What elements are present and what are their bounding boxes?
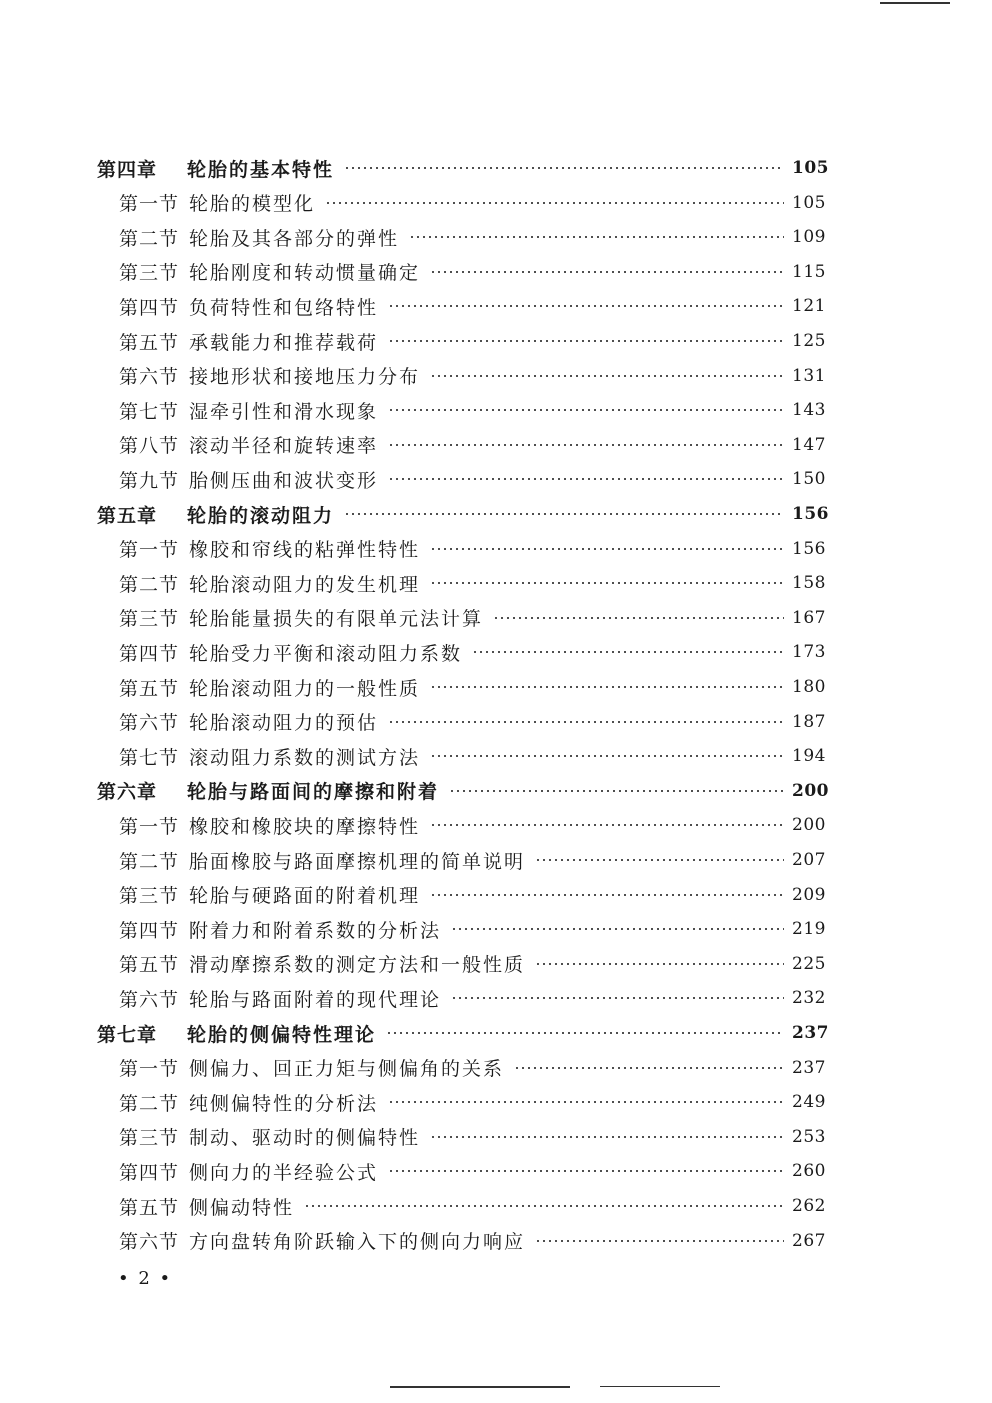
toc-title: 轮胎及其各部分的弹性 [189, 227, 400, 250]
toc-page-number: 209 [792, 884, 826, 905]
toc-number: 第四章 [97, 158, 158, 181]
toc-section-row [97, 950, 832, 978]
toc-section-row [97, 638, 832, 666]
toc-dot-leader [388, 1170, 784, 1172]
toc-section-row [97, 984, 832, 1012]
toc-page-number: 173 [792, 642, 826, 663]
toc-title: 胎面橡胶与路面摩擦机理的简单说明 [189, 850, 526, 873]
toc-number: 第五节 [119, 954, 180, 977]
toc-title: 轮胎与路面间的摩擦和附着 [187, 781, 440, 804]
toc-page-number: 143 [792, 400, 826, 421]
toc-title: 轮胎的基本特性 [187, 158, 335, 181]
toc-page-number: 237 [792, 1023, 829, 1043]
toc-number: 第三节 [119, 608, 180, 631]
toc-number: 第四节 [119, 296, 180, 319]
toc-number: 第一节 [119, 539, 180, 562]
toc-page-number: 180 [792, 677, 826, 697]
toc-title: 承载能力和推荐载荷 [189, 331, 379, 354]
toc-number: 第六节 [119, 1231, 180, 1254]
toc-title: 负荷特性和包络特性 [189, 296, 379, 319]
toc-number: 第六节 [119, 712, 180, 735]
toc-title: 轮胎的侧偏特性理论 [187, 1023, 377, 1046]
toc-section-row [97, 223, 832, 251]
toc-page-number: 156 [792, 504, 829, 524]
toc-section-row [97, 465, 832, 493]
toc-number: 第二节 [119, 227, 180, 250]
toc-page-number: 267 [792, 1230, 826, 1251]
toc-number: 第一节 [119, 1058, 180, 1081]
toc-section-row [97, 604, 832, 632]
toc-dot-leader [430, 894, 784, 896]
toc-title: 侧偏动特性 [189, 1196, 295, 1219]
toc-title: 橡胶和帘线的粘弹性特性 [189, 539, 421, 562]
toc-number: 第九节 [119, 469, 180, 492]
toc-section-row [97, 915, 832, 943]
toc-page-number: 115 [792, 261, 826, 282]
toc-dot-leader [535, 859, 784, 861]
toc-dot-leader [388, 478, 784, 480]
toc-page-number: 232 [792, 988, 826, 1009]
toc-title: 橡胶和橡胶块的摩擦特性 [189, 815, 421, 838]
toc-number: 第三节 [119, 885, 180, 908]
toc-dot-leader [451, 997, 784, 999]
toc-title: 胎侧压曲和波状变形 [189, 469, 379, 492]
toc-page-number: 121 [792, 296, 826, 317]
toc-title: 湿牵引性和滑水现象 [189, 400, 379, 423]
toc-title: 轮胎滚动阻力的预估 [189, 712, 379, 735]
toc-dot-leader [386, 1032, 784, 1034]
toc-title: 轮胎与路面附着的现代理论 [189, 988, 442, 1011]
toc-title: 滚动阻力系数的测试方法 [189, 746, 421, 769]
toc-dot-leader [409, 236, 784, 238]
toc-dot-leader [430, 375, 784, 377]
toc-dot-leader [304, 1205, 784, 1207]
toc-title: 接地形状和接地压力分布 [189, 366, 421, 389]
toc-page-number: 262 [792, 1196, 826, 1216]
toc-number: 第八节 [119, 435, 180, 458]
toc-title: 侧向力的半经验公式 [189, 1161, 379, 1184]
toc-number: 第二节 [119, 850, 180, 873]
toc-page-number: 200 [792, 815, 826, 836]
toc-title: 轮胎滚动阻力的发生机理 [189, 573, 421, 596]
toc-title: 轮胎与硬路面的附着机理 [189, 885, 421, 908]
toc-title: 制动、驱动时的侧偏特性 [189, 1127, 421, 1150]
toc-page-number: 200 [792, 780, 829, 801]
toc-page-number: 150 [792, 469, 826, 490]
toc-number: 第七章 [97, 1023, 158, 1046]
toc-section-row [97, 708, 832, 736]
toc-number: 第六节 [119, 366, 180, 389]
toc-dot-leader [388, 444, 784, 446]
toc-section-row [97, 535, 832, 563]
toc-number: 第二节 [119, 1092, 180, 1115]
toc-number: 第三节 [119, 1127, 180, 1150]
toc-page-number: 237 [792, 1057, 826, 1078]
toc-number: 第五章 [97, 504, 158, 527]
toc-page-number: 158 [792, 573, 826, 594]
toc-number: 第六节 [119, 988, 180, 1011]
toc-number: 第一节 [119, 815, 180, 838]
toc-dot-leader [388, 1101, 784, 1103]
toc-page-number: 147 [792, 434, 826, 455]
toc-number: 第五节 [119, 1196, 180, 1219]
toc-section-row [97, 569, 832, 597]
toc-dot-leader [325, 202, 784, 204]
toc-title: 侧偏力、回正力矩与侧偏角的关系 [189, 1058, 505, 1081]
toc-dot-leader [430, 548, 784, 550]
toc-number: 第五节 [119, 677, 180, 700]
toc-dot-leader [472, 651, 784, 653]
toc-dot-leader [388, 340, 784, 342]
toc-dot-leader [388, 305, 784, 307]
toc-title: 附着力和附着系数的分析法 [189, 919, 442, 942]
toc-page-number: 219 [792, 919, 826, 940]
toc-page-number: 253 [792, 1126, 826, 1147]
toc-section-row [97, 327, 832, 355]
toc-page-number: 131 [792, 365, 826, 386]
toc-section-row [97, 1054, 832, 1082]
toc-dot-leader [388, 721, 784, 723]
toc-number: 第二节 [119, 573, 180, 596]
toc-page-number: 194 [792, 746, 826, 767]
toc-page-number: 105 [792, 158, 829, 178]
toc-title: 轮胎刚度和转动惯量确定 [189, 262, 421, 285]
scan-mark [880, 2, 950, 4]
toc-dot-leader [430, 686, 784, 688]
toc-dot-leader [493, 617, 784, 619]
toc-number: 第四节 [119, 1161, 180, 1184]
toc-dot-leader [449, 790, 784, 792]
toc-page-number: 125 [792, 331, 826, 351]
toc-page-number: 249 [792, 1092, 826, 1113]
toc-number: 第七节 [119, 400, 180, 423]
toc-title: 轮胎滚动阻力的一般性质 [189, 677, 421, 700]
toc-section-row [97, 292, 832, 320]
toc-dot-leader [535, 1240, 784, 1242]
toc-number: 第五节 [119, 331, 180, 354]
toc-section-row [97, 362, 832, 390]
toc-dot-leader [344, 513, 784, 515]
toc-number: 第四节 [119, 919, 180, 942]
toc-dot-leader [430, 1136, 784, 1138]
toc-section-row [97, 846, 832, 874]
toc-section-row [97, 1123, 832, 1151]
toc-section-row [97, 1227, 832, 1255]
toc-section-row [97, 673, 832, 701]
toc-title: 轮胎受力平衡和滚动阻力系数 [189, 642, 463, 665]
toc-section-row [97, 396, 832, 424]
toc-title: 滑动摩擦系数的测定方法和一般性质 [189, 954, 526, 977]
toc-number: 第六章 [97, 781, 158, 804]
page-number: • 2 • [118, 1268, 173, 1289]
toc-section-row [97, 1192, 832, 1220]
toc-number: 第四节 [119, 642, 180, 665]
toc-chapter-row [97, 500, 832, 528]
toc-dot-leader [430, 271, 784, 273]
toc-page-number: 207 [792, 850, 826, 870]
toc-section-row [97, 1157, 832, 1185]
toc-title: 轮胎的滚动阻力 [187, 504, 335, 527]
toc-dot-leader [430, 582, 784, 584]
toc-dot-leader [430, 755, 784, 757]
toc-title: 方向盘转角阶跃输入下的侧向力响应 [189, 1231, 526, 1254]
toc-section-row [97, 1088, 832, 1116]
toc-dot-leader [430, 824, 784, 826]
toc-dot-leader [535, 963, 784, 965]
toc-chapter-row [97, 1019, 832, 1047]
toc-title: 纯侧偏特性的分析法 [189, 1092, 379, 1115]
toc-number: 第三节 [119, 262, 180, 285]
toc-page-number: 109 [792, 227, 826, 248]
toc-page-number: 156 [792, 538, 826, 559]
toc-number: 第一节 [119, 193, 180, 216]
toc-dot-leader [388, 409, 784, 411]
toc-section-row [97, 431, 832, 459]
toc-dot-leader [344, 167, 784, 169]
toc-chapter-row [97, 154, 832, 182]
toc-title: 轮胎的模型化 [189, 193, 316, 216]
toc-number: 第七节 [119, 746, 180, 769]
toc-chapter-row [97, 777, 832, 805]
toc-page-number: 105 [792, 192, 826, 213]
toc-title: 滚动半径和旋转速率 [189, 435, 379, 458]
toc-page-number: 260 [792, 1161, 826, 1182]
toc-page-number: 225 [792, 953, 826, 974]
scan-mark [600, 1386, 720, 1387]
toc-title: 轮胎能量损失的有限单元法计算 [189, 608, 484, 631]
scan-mark [390, 1386, 570, 1388]
toc-page-number: 187 [792, 711, 826, 732]
toc-section-row [97, 189, 832, 217]
toc-page-number: 167 [792, 607, 826, 628]
toc-dot-leader [514, 1067, 784, 1069]
toc-section-row [97, 742, 832, 770]
toc-section-row [97, 881, 832, 909]
toc-section-row [97, 811, 832, 839]
toc-dot-leader [451, 928, 784, 930]
toc-section-row [97, 258, 832, 286]
